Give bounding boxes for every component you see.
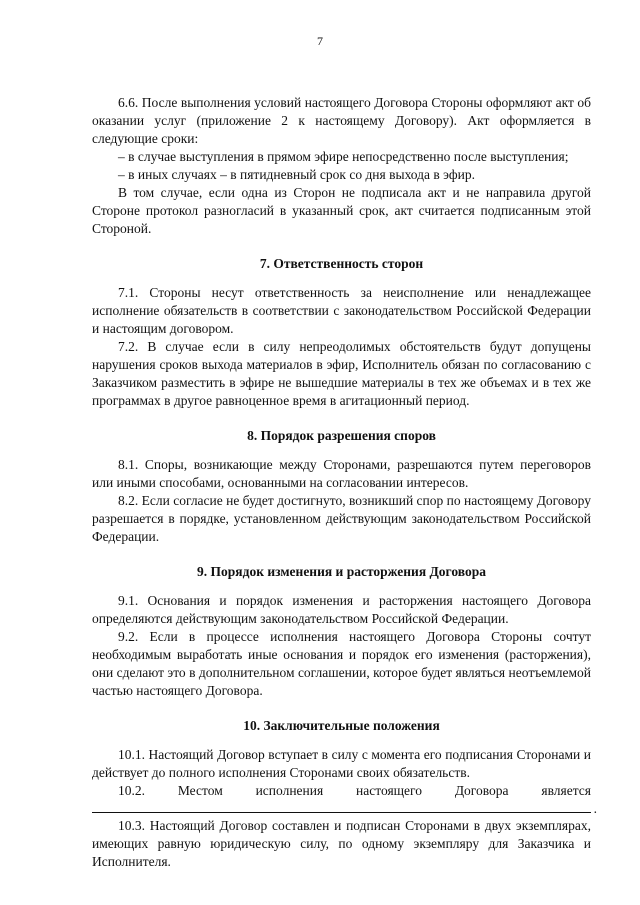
paragraph-8-2: 8.2. Если согласие не будет достигнуто, возникший спор по настоящему Договору разрешается в порядке, установленном действующим законодательством Российской Федерации. [92,493,591,544]
paragraph-7-2: 7.2. В случае если в силу непреодолимых обстоятельств будут допущены нарушения сроков выхода материалов в эфир, Исполнитель обязан по согласованию с Заказчиком разместить в эфире не вышедшие материалы в тех же объемах и в тех же программах в другое равноценное время в агитационный период. [92,339,591,408]
blank-line-period: . [593,801,597,816]
paragraph-10-3: 10.3. Настоящий Договор составлен и подписан Сторонами в двух экземплярах, имеющих равную юридическую силу, по одному экземпляру для Заказчика и Исполнителя. [92,818,591,869]
paragraph-10-2-word: 10.2. [118,783,145,798]
paragraph-6-6-item-a: – в случае выступления в прямом эфире непосредственно после выступления; [118,149,569,164]
paragraph-9-1: 9.1. Основания и порядок изменения и расторжения настоящего Договора определяются действующим законодательством Российской Федерации. [92,593,591,626]
document-body [92,94,597,871]
paragraph-10-2-word: является [541,783,591,798]
paragraph-6-6-note: В том случае, если одна из Сторон не подписала акт и не направила другой Стороне протокол разногласий в указанный срок, акт считается подписанным этой Стороной. [92,185,591,236]
section-10-heading: 10. Заключительные положения [243,718,440,733]
paragraph-9-2: 9.2. Если в процессе исполнения настоящего Договора Стороны сочтут необходимым выработать иные основания и порядок его изменения (расторжения), они сделают это в дополнительном соглашении, которое будет являться неотъемлемой частью настоящего Договора. [92,629,591,698]
place-of-performance-blank [92,800,597,816]
paragraph-6-6-item-b: – в иных случаях – в пятидневный срок со дня выхода в эфир. [118,167,475,182]
paragraph-6-6: 6.6. После выполнения условий настоящего Договора Стороны оформляют акт об оказании услуг (приложение 2 к настоящему Договору). Акт оформляется в следующие сроки: [92,95,591,146]
paragraph-10-2 [92,782,591,800]
page-number: 7 [317,34,323,48]
section-7-heading: 7. Ответственность сторон [259,256,424,271]
paragraph-7-1: 7.1. Стороны несут ответственность за неисполнение или ненадлежащее исполнение обязательств в соответствии с законодательством Российской Федерации и настоящим договором. [92,285,591,336]
paragraph-10-1: 10.1. Настоящий Договор вступает в силу с момента его подписания Сторонами и действует до полного исполнения Сторонами своих обязательств. [92,747,591,780]
paragraph-10-2-word: исполнения [255,783,324,798]
paragraph-10-2-word: Договора [454,783,509,798]
paragraph-8-1: 8.1. Споры, возникающие между Сторонами, разрешаются путем переговоров или иными способами, основанными на согласовании интересов. [92,457,591,490]
section-9-heading: 9. Порядок изменения и расторжения Договора [197,564,486,579]
paragraph-10-2-word: Местом [177,783,223,798]
paragraph-10-2-word: настоящего [356,783,423,798]
section-8-heading: 8. Порядок разрешения споров [247,428,436,443]
